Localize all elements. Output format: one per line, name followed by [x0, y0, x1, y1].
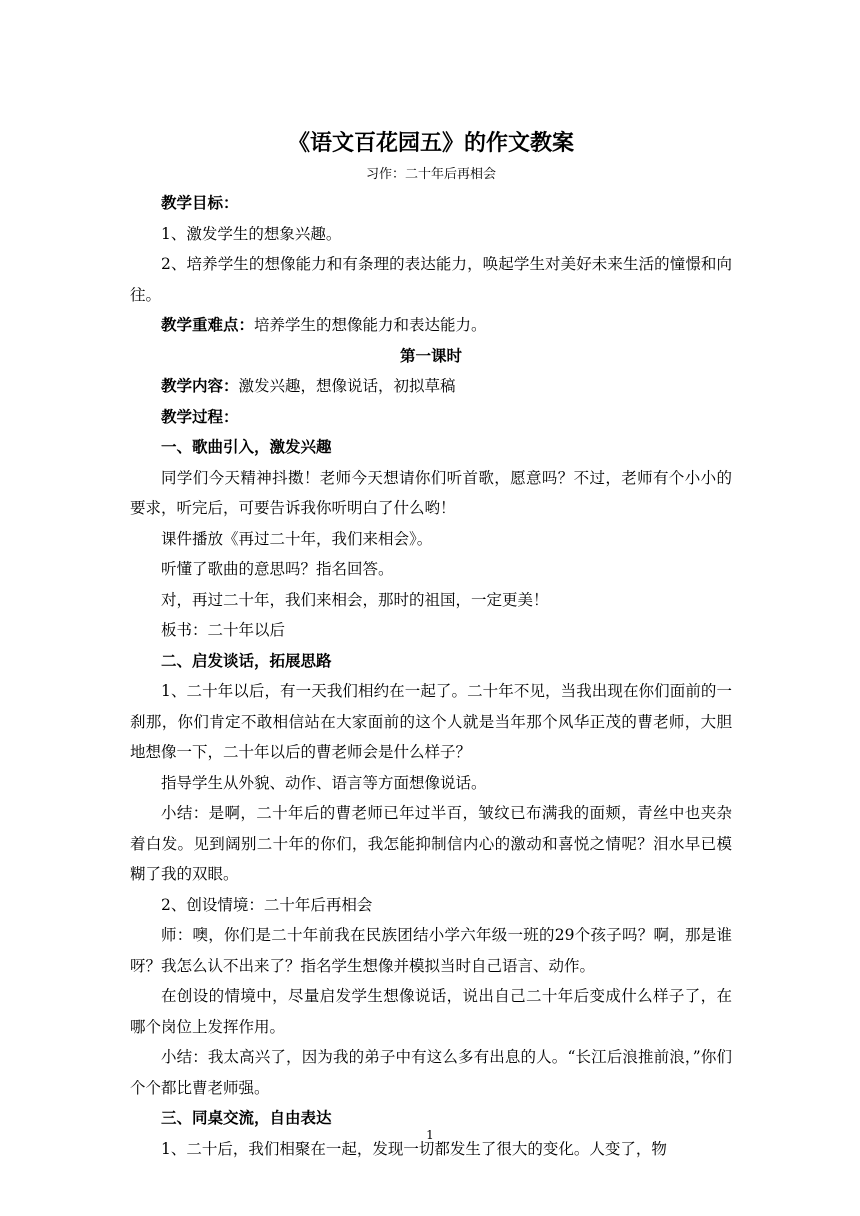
section-2-paragraph: 小结：是啊，二十年后的曹老师已年过半百，皱纹已布满我的面颊，青丝中也夹杂着白发。见到阔别二十年的你们，我怎能抑制信内心的激动和喜悦之情呢？泪水早已模糊了我的双眼。 [130, 804, 732, 883]
section-3-heading: 三、同桌交流，自由表达 [161, 1108, 332, 1127]
section-2-paragraph: 小结：我太高兴了，因为我的弟子中有这么多有出息的人。“长江后浪推前浪，”你们个个都比曹老师强。 [130, 1048, 732, 1097]
section-2-heading: 二、启发谈话，拓展思路 [161, 650, 332, 670]
teaching-content [130, 371, 732, 402]
goal-1: 1、激发学生的想象兴趣。 [161, 224, 342, 243]
document-body [130, 124, 732, 1164]
key-points [130, 310, 732, 341]
section-2-paragraph: 2、创设情境：二十年后再相会 [161, 895, 373, 914]
document-subtitle: 习作：二十年后再相会 [365, 167, 496, 182]
section-2-paragraph: 指导学生从外貌、动作、语言等方面想像说话。 [161, 773, 487, 792]
teaching-content-label: 教学内容： [161, 376, 239, 395]
section-1-heading: 一、歌曲引入，激发兴趣 [161, 437, 332, 456]
goal-2: 2、培养学生的想像能力和有条理的表达能力，唤起学生对美好未来生活的憧憬和向往。 [130, 255, 732, 304]
page-number: 1 [426, 1128, 434, 1142]
section-1-paragraph: 对，再过二十年，我们来相会，那时的祖国，一定更美！ [161, 590, 549, 609]
section-1-paragraph: 听懂了歌曲的意思吗？指名回答。 [161, 560, 394, 578]
section-2-paragraph: 师：噢，你们是二十年前我在民族团结小学六年级一班的29个孩子吗？啊，那是谁呀？我怎么认不出来了？指名学生想像并模拟当时自己语言、动作。 [130, 926, 732, 975]
document-title: 《语文百花园五》的作文教案 [287, 130, 574, 156]
process-heading: 教学过程： [161, 406, 239, 426]
goals-heading: 教学目标： [161, 193, 239, 212]
section-2-paragraph: 1、二十年以后，有一天我们相约在一起了。二十年不见，当我出现在你们面前的一刹那，你们肯定不敢相信站在大家面前的这个人就是当年那个风华正茂的曹老师，大胆地想像一下，二十年以后的曹老师会是什么样子？ [130, 682, 732, 761]
key-points-label: 教学重难点： [161, 315, 255, 334]
section-1-paragraph: 板书：二十年以后 [161, 621, 286, 639]
teaching-content-text: 激发兴趣，想像说话，初拟草稿 [238, 377, 456, 395]
key-points-text: 培养学生的想像能力和表达能力。 [254, 316, 487, 334]
section-3-paragraph: 1、二十后，我们相聚在一起，发现一切都发生了很大的变化。人变了，物 [161, 1139, 667, 1158]
section-1-paragraph: 课件播放《再过二十年，我们来相会》。 [161, 529, 433, 548]
lesson-heading: 第一课时 [399, 345, 462, 365]
section-1-paragraph: 同学们今天精神抖擞！老师今天想请你们听首歌，愿意吗？不过，老师有个小小的要求，听完后，可要告诉我你听明白了什么哟！ [130, 468, 732, 517]
section-2-paragraph: 在创设的情境中，尽量启发学生想像说话，说出自己二十年后变成什么样子了，在哪个岗位上发挥作用。 [130, 987, 732, 1036]
